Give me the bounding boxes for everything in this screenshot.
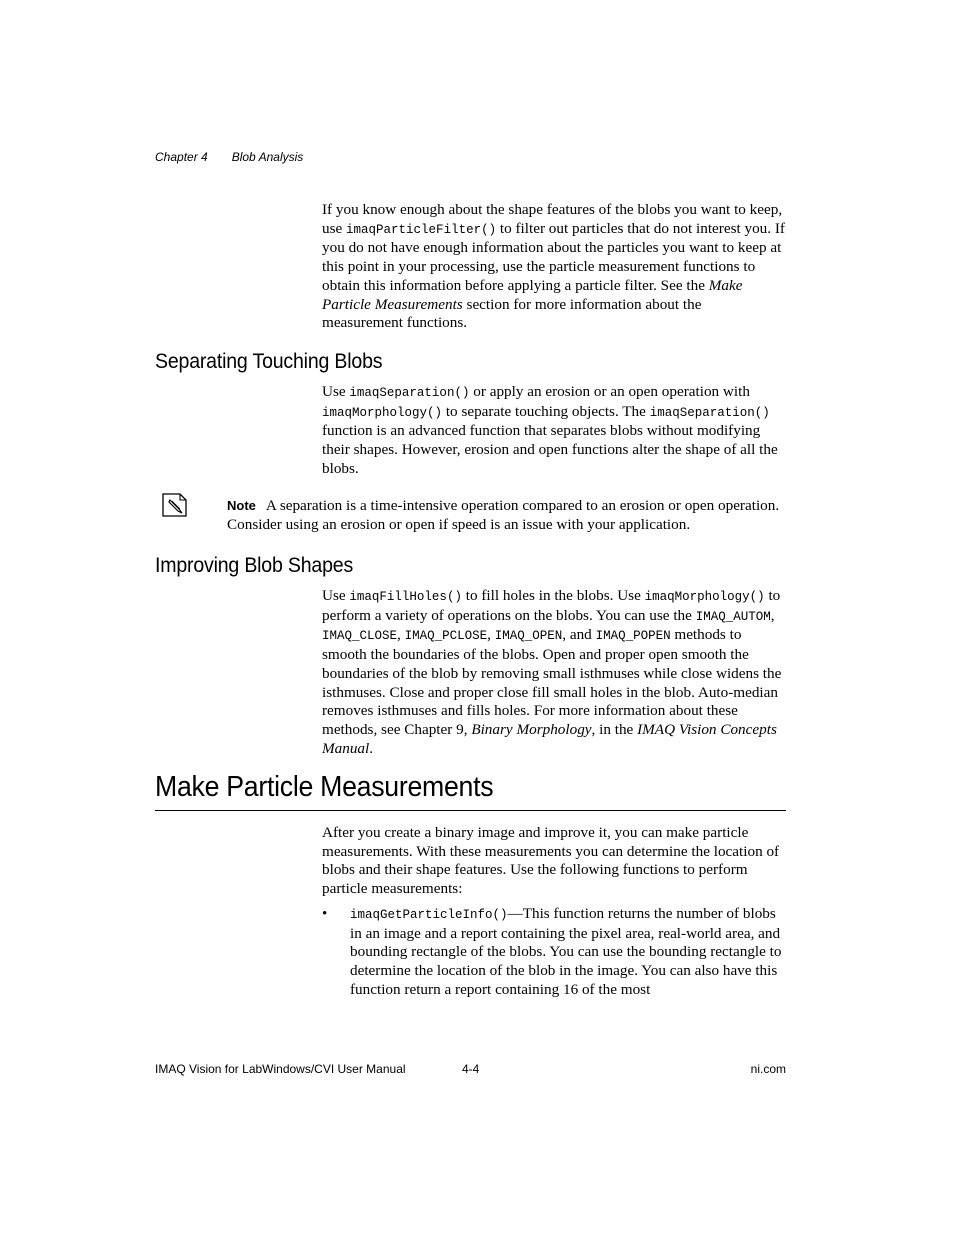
note-label: Note xyxy=(227,498,256,513)
heading-improving-blob-shapes: Improving Blob Shapes xyxy=(155,554,354,577)
note-block xyxy=(227,497,787,534)
improving-paragraph: Use imaqFillHoles() to fill holes in the blobs. Use imaqMorphology() to perform a variety of operations on the blobs. You can use the IMAQ_AUTOM, IMAQ_CLOSE, IMAQ_PCLOSE, IMAQ_OPEN, and IMAQ_POPEN methods to smooth the boundaries of the blobs. Open and proper open smooth the boundaries of the blob by removing small isthmuses while close widens the isthmuses. Close and proper close fill small holes in the blob. Auto-median removes isthmuses and fills holes. For more information about these methods, see Chapter 9, Binary Morphology, in the IMAQ Vision Concepts Manual. xyxy=(322,587,782,757)
footer-page-number: 4-4 xyxy=(462,1062,480,1076)
heading-make-particle-measurements: Make Particle Measurements xyxy=(155,771,494,803)
footer-manual-title: IMAQ Vision for LabWindows/CVI User Manual xyxy=(155,1062,406,1076)
heading-separating-touching-blobs: Separating Touching Blobs xyxy=(155,350,383,373)
code-particle-filter: imaqParticleFilter() xyxy=(346,222,497,237)
measurements-paragraph: After you create a binary image and improve it, you can make particle measurements. With these measurements you can determine the location of blobs and their shape features. Use the following functions to perform particle measurements: xyxy=(322,824,780,898)
bullet-marker: • xyxy=(322,905,328,922)
ref-make-particle-measurements: Make Particle Measurements xyxy=(322,276,743,313)
running-header xyxy=(155,150,303,164)
bullet-list xyxy=(322,905,782,1000)
header-chapter: Chapter 4 xyxy=(155,150,208,164)
separating-paragraph: Use imaqSeparation() or apply an erosion or an open operation with imaqMorphology() to separate touching objects. The imaqSeparation() function is an advanced function that separates blobs without modifying their shapes. However, erosion and open functions alter the shape of all the blobs. xyxy=(322,383,778,477)
note-pencil-icon xyxy=(160,491,190,519)
intro-paragraph: If you know enough about the shape features of the blobs you want to keep, use imaqParticleFilter() to filter out particles that do not interest you. If you do not have enough information about the particles you want to keep at this point in your processing, use the particle measurement functions to obtain this information before applying a particle filter. See the Make Particle Measurements section for more information about the measurement functions. xyxy=(322,201,785,332)
code-get-particle-info: imaqGetParticleInfo() xyxy=(350,908,508,922)
header-section: Blob Analysis xyxy=(231,150,304,164)
list-item: • imaqGetParticleInfo()—This function returns the number of blobs in an image and a report containing the pixel area, real-world area, and bounding rectangle of the blobs. You can use the bounding rectangle to determine the location of the blob in the image. You can also have this function return a report containing 16 of the most xyxy=(322,905,782,998)
heading-rule xyxy=(155,810,786,811)
footer-site: ni.com xyxy=(750,1062,786,1076)
note-text: A separation is a time-intensive operation compared to an erosion or open operation. Consider using an erosion or open if speed is an issue with your application. xyxy=(227,497,780,533)
